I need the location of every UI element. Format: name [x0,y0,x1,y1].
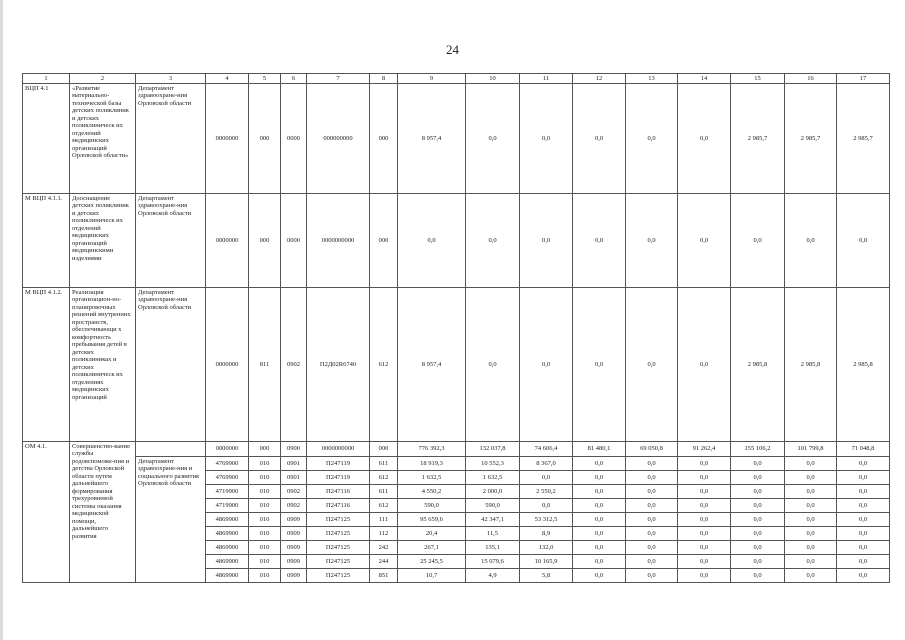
value-cell: 91 262,4 [678,442,731,457]
value-cell: 11,5 [466,527,520,541]
value-cell: 000 [370,442,398,457]
column-number: 6 [281,74,307,84]
value-cell: 0,0 [573,288,626,442]
value-cell: 0,0 [626,569,678,583]
value-cell: 0,0 [785,471,837,485]
value-cell: 132 037,8 [466,442,520,457]
value-cell: П247116 [307,485,370,499]
value-cell: 000 [249,442,281,457]
value-cell: 0,0 [785,513,837,527]
value-cell: 0,0 [837,569,890,583]
value-cell: 0,0 [678,471,731,485]
value-cell: 0,0 [573,527,626,541]
value-cell: 4769900 [206,457,249,471]
value-cell: 0,0 [678,499,731,513]
value-cell: 0,0 [573,457,626,471]
program-code: М ВЦП 4.1.1. [23,194,70,288]
value-cell: 612 [370,499,398,513]
value-cell: 2 985,7 [837,84,890,194]
value-cell: 4869900 [206,555,249,569]
program-row [23,288,890,442]
value-cell: 0,0 [785,541,837,555]
value-cell: 8 957,4 [398,288,466,442]
program-code: М ВЦП 4.1.2. [23,288,70,442]
value-cell: 95 659,6 [398,513,466,527]
column-number: 10 [466,74,520,84]
value-cell: 0,0 [520,194,573,288]
column-number: 11 [520,74,573,84]
value-cell: 0902 [281,485,307,499]
value-cell: 0,0 [731,194,785,288]
value-cell: 851 [370,569,398,583]
value-cell: 0,0 [626,555,678,569]
value-cell: 0900 [281,442,307,457]
column-number: 12 [573,74,626,84]
program-row [23,194,890,288]
program-code: ОМ 4.1. [23,442,70,583]
value-cell: 0,0 [520,84,573,194]
value-cell: П247125 [307,569,370,583]
value-cell: 4869900 [206,569,249,583]
value-cell: 4719900 [206,485,249,499]
value-cell: 4,9 [466,569,520,583]
value-cell: 0,0 [573,194,626,288]
value-cell: П247119 [307,457,370,471]
value-cell: 10 552,3 [466,457,520,471]
value-cell: 0,0 [837,194,890,288]
value-cell: 0909 [281,569,307,583]
value-cell: П247119 [307,471,370,485]
value-cell: 5,8 [520,569,573,583]
value-cell: П247125 [307,541,370,555]
value-cell: 0,0 [573,555,626,569]
executor: Департамент здравоохране-ния и социального развития Орловской области [136,457,206,583]
value-cell: 0,0 [731,513,785,527]
value-cell: 0,0 [785,555,837,569]
value-cell: 0909 [281,527,307,541]
value-cell: 0,0 [626,541,678,555]
value-cell: 0,0 [678,513,731,527]
value-cell: 0,0 [398,194,466,288]
value-cell: 000 [249,84,281,194]
value-cell: 0,0 [678,555,731,569]
value-cell: 0,0 [731,569,785,583]
value-cell: 0,0 [520,288,573,442]
column-number: 15 [731,74,785,84]
value-cell: 0,0 [785,485,837,499]
value-cell: 0,0 [573,541,626,555]
value-cell: 0,0 [731,499,785,513]
value-cell: 0902 [281,288,307,442]
value-cell: 42 347,1 [466,513,520,527]
value-cell: 2 985,8 [731,288,785,442]
value-cell: 1 632,5 [466,471,520,485]
value-cell: 000 [249,194,281,288]
value-cell: 0,0 [626,485,678,499]
value-cell: 0901 [281,471,307,485]
value-cell: 0,0 [573,84,626,194]
value-cell: 0,0 [837,527,890,541]
value-cell: 0000 [281,84,307,194]
value-cell: 0,0 [466,288,520,442]
value-cell: 0,0 [573,471,626,485]
value-cell: П247125 [307,555,370,569]
value-cell: 010 [249,499,281,513]
value-cell: 0,0 [626,499,678,513]
program-name: Реализация организацион-но-планировочных решений внутренних пространств, обеспечивающи х комфортность пребывания детей в детских поликлиниках и детских поликлиническ их отделениях медицинских организаций [70,288,136,442]
value-cell: 0000000 [206,442,249,457]
executor: Департамент здравоохране-ния Орловской области [136,288,206,442]
value-cell: 0901 [281,457,307,471]
value-cell: 0,0 [626,84,678,194]
value-cell: 0,0 [626,194,678,288]
value-cell: 000 [370,84,398,194]
value-cell: 4869900 [206,541,249,555]
value-cell: 0902 [281,499,307,513]
value-cell: 71 048,8 [837,442,890,457]
value-cell: 010 [249,471,281,485]
value-cell: 267,1 [398,541,466,555]
executor-empty [136,442,206,457]
value-cell: 0,0 [678,194,731,288]
value-cell: П247125 [307,527,370,541]
program-row [23,84,890,194]
om-row [23,457,890,471]
value-cell: 0,0 [837,555,890,569]
value-cell: 8 957,4 [398,84,466,194]
value-cell: 0000000 [206,84,249,194]
column-number: 7 [307,74,370,84]
column-number: 4 [206,74,249,84]
value-cell: 2 985,7 [731,84,785,194]
executor: Департамент здравоохране-ния Орловской области [136,194,206,288]
budget-table [22,73,890,583]
value-cell: 69 050,8 [626,442,678,457]
program-name: Дооснащение детских поликлиник и детских поликлиническ их отделений медицинских организаций медицинскими изделиями [70,194,136,288]
value-cell: 010 [249,569,281,583]
value-cell: 0,0 [731,471,785,485]
column-number: 13 [626,74,678,84]
value-cell: 010 [249,485,281,499]
value-cell: 0,0 [785,569,837,583]
value-cell: 611 [370,457,398,471]
value-cell: 000000000 [307,84,370,194]
value-cell: 0,0 [520,499,573,513]
value-cell: 10 165,9 [520,555,573,569]
value-cell: 0,0 [731,527,785,541]
value-cell: 612 [370,471,398,485]
value-cell: 2 985,7 [785,84,837,194]
value-cell: 0,0 [678,485,731,499]
value-cell: 0,0 [678,457,731,471]
value-cell: 0,0 [731,555,785,569]
value-cell: 611 [370,485,398,499]
value-cell: 0,0 [626,527,678,541]
value-cell: 0,0 [678,527,731,541]
value-cell: П247116 [307,499,370,513]
scan-edge [0,0,3,640]
column-number: 16 [785,74,837,84]
value-cell: 112 [370,527,398,541]
value-cell: 242 [370,541,398,555]
value-cell: 0,0 [678,288,731,442]
value-cell: 8 367,0 [520,457,573,471]
value-cell: 0,0 [466,194,520,288]
column-number: 5 [249,74,281,84]
value-cell: 0,0 [573,485,626,499]
program-name: «Развитие материально-технической базы детских поликлиник и детских поликлиническ их отделений медицинских организаций Орловской области» [70,84,136,194]
value-cell: 010 [249,527,281,541]
value-cell: 590,0 [398,499,466,513]
value-cell: 155 106,2 [731,442,785,457]
value-cell: 000 [370,194,398,288]
value-cell: 0909 [281,555,307,569]
value-cell: 776 392,3 [398,442,466,457]
column-number: 9 [398,74,466,84]
program-name: Совершенство-вание службы родовспоможе-ния и детства Орловской области путем дальнейшего формирования трехуровневой системы оказания медицинской помощи, дальнейшего развития [70,442,136,583]
value-cell: 0,0 [626,471,678,485]
value-cell: 0909 [281,541,307,555]
value-cell: 0,0 [678,541,731,555]
value-cell: 0000000000 [307,442,370,457]
value-cell: 244 [370,555,398,569]
value-cell: 0,0 [573,569,626,583]
value-cell: 0,0 [626,457,678,471]
value-cell: 4 550,2 [398,485,466,499]
value-cell: 4869900 [206,513,249,527]
column-number: 3 [136,74,206,84]
program-code: ВЦП 4.1 [23,84,70,194]
value-cell: П2Д02R6740 [307,288,370,442]
value-cell: 0,0 [785,194,837,288]
value-cell: 111 [370,513,398,527]
value-cell: 0,0 [520,471,573,485]
value-cell: 2 000,0 [466,485,520,499]
column-number: 8 [370,74,398,84]
value-cell: 135,1 [466,541,520,555]
value-cell: 0,0 [785,499,837,513]
value-cell: 612 [370,288,398,442]
value-cell: 4869900 [206,527,249,541]
value-cell: 0,0 [678,569,731,583]
value-cell: 0,0 [573,499,626,513]
value-cell: 010 [249,541,281,555]
value-cell: 1 632,5 [398,471,466,485]
value-cell: 0000000 [206,194,249,288]
value-cell: 101 799,8 [785,442,837,457]
value-cell: 0000000000 [307,194,370,288]
value-cell: 2 985,8 [785,288,837,442]
column-number: 14 [678,74,731,84]
value-cell: 25 245,5 [398,555,466,569]
value-cell: 0,0 [837,457,890,471]
value-cell: 8,9 [520,527,573,541]
value-cell: 18 919,3 [398,457,466,471]
value-cell: 010 [249,513,281,527]
value-cell: 0,0 [573,513,626,527]
value-cell: 2 550,2 [520,485,573,499]
value-cell: 0,0 [837,499,890,513]
value-cell: 2 985,8 [837,288,890,442]
page-number: 24 [446,42,459,57]
value-cell: 0,0 [837,485,890,499]
value-cell: 0,0 [785,457,837,471]
value-cell: 20,4 [398,527,466,541]
value-cell: 010 [249,457,281,471]
value-cell: 0000 [281,194,307,288]
executor: Департамент здравоохране-ния Орловской области [136,84,206,194]
value-cell: 0000000 [206,288,249,442]
value-cell: 0,0 [626,513,678,527]
value-cell: 53 312,5 [520,513,573,527]
value-cell: 132,0 [520,541,573,555]
value-cell: П247125 [307,513,370,527]
value-cell: 10,7 [398,569,466,583]
om-row [23,442,890,457]
value-cell: 0,0 [678,84,731,194]
column-number: 17 [837,74,890,84]
header-row [23,74,890,84]
value-cell: 0,0 [731,457,785,471]
value-cell: 4769900 [206,471,249,485]
value-cell: 0,0 [837,541,890,555]
value-cell: 81 480,1 [573,442,626,457]
value-cell: 4719900 [206,499,249,513]
value-cell: 0,0 [837,513,890,527]
value-cell: 0,0 [466,84,520,194]
value-cell: 0,0 [626,288,678,442]
value-cell: 0,0 [785,527,837,541]
value-cell: 15 079,6 [466,555,520,569]
value-cell: 0909 [281,513,307,527]
value-cell: 010 [249,555,281,569]
column-number: 1 [23,74,70,84]
value-cell: 0,0 [837,471,890,485]
value-cell: 74 606,4 [520,442,573,457]
column-number: 2 [70,74,136,84]
value-cell: 0,0 [731,541,785,555]
value-cell: 811 [249,288,281,442]
value-cell: 590,0 [466,499,520,513]
value-cell: 0,0 [731,485,785,499]
